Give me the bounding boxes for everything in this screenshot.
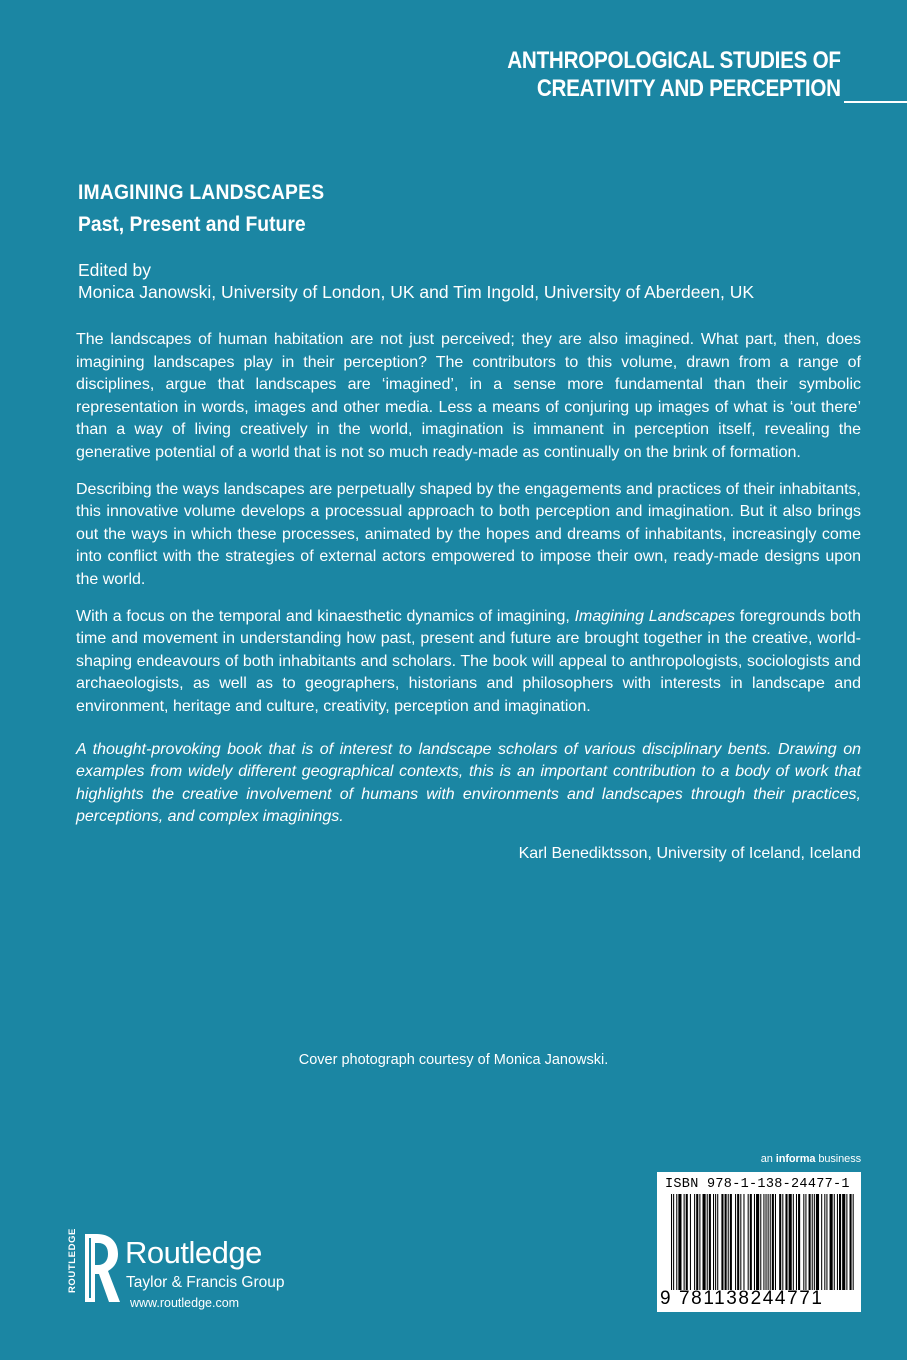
barcode-bar xyxy=(812,1194,813,1290)
blurb-paragraph-3 xyxy=(76,606,861,719)
barcode-bar xyxy=(779,1194,781,1290)
routledge-vertical-wordmark xyxy=(67,1228,81,1308)
barcode-bar xyxy=(839,1194,841,1290)
barcode-bar xyxy=(717,1194,718,1290)
barcode-bars xyxy=(671,1194,855,1290)
series-title-line-2: CREATIVITY AND PERCEPTION xyxy=(537,75,841,102)
review-quote: A thought-provoking book that is of interest to landscape scholars of various disciplinary bents. Drawing on examples from widely different geographical contexts, this is an important contribution to a body of work that highlights the creative involvement of humans with environments and landscapes through their practices, perceptions, and complex imaginings. xyxy=(76,740,861,826)
barcode-bar xyxy=(814,1194,815,1290)
barcode-bar xyxy=(853,1194,854,1290)
blurb xyxy=(76,329,861,879)
barcode-bar xyxy=(803,1194,804,1290)
book-title: IMAGINING LANDSCAPES xyxy=(78,181,325,204)
barcode-bar xyxy=(671,1194,672,1290)
publisher-url: www.routledge.com xyxy=(130,1296,240,1310)
publisher-group: Taylor & Francis Group xyxy=(126,1274,285,1291)
barcode-bar xyxy=(805,1194,806,1290)
series-title-line-1: ANTHROPOLOGICAL STUDIES OF xyxy=(507,47,841,74)
barcode-bar xyxy=(748,1194,749,1290)
barcode-bar xyxy=(676,1194,677,1290)
barcode-digit-first: 9 xyxy=(660,1288,671,1309)
barcode-bar xyxy=(826,1194,827,1290)
series-title-block xyxy=(453,47,841,103)
blurb-paragraph-2: Describing the ways landscapes are perpetually shaped by the engagements and practices of their inhabitants, this innovative volume develops a processual approach to both perception and imagination. But it also brings out the ways in which these processes, animated by the hopes and dreams of inhabitants, increasingly come into conflict with the strategies of external actors empowered to impose their own, ready-made designs upon the world. xyxy=(76,480,861,588)
cover-photo-credit: Cover photograph courtesy of Monica Janowski. xyxy=(298,1052,609,1068)
barcode-bar xyxy=(713,1194,714,1290)
isbn-label: ISBN 978-1-138-24477-1 xyxy=(665,1177,850,1192)
barcode-bar xyxy=(772,1194,774,1290)
blurb-paragraph-3-start: With a focus on the temporal and kinaesthetic dynamics of imagining, xyxy=(76,607,570,625)
barcode-bar xyxy=(728,1194,729,1290)
informa-tagline xyxy=(761,1153,861,1165)
barcode-bar xyxy=(842,1194,845,1290)
barcode-bar xyxy=(740,1194,741,1290)
barcode-bar xyxy=(789,1194,792,1290)
informa-prefix: an xyxy=(760,1153,773,1165)
series-rule xyxy=(844,101,907,103)
barcode-bar xyxy=(824,1194,825,1290)
barcode-bar xyxy=(696,1194,698,1290)
routledge-vertical-text: ROUTLEDGE xyxy=(67,1228,78,1294)
book-subtitle: Past, Present and Future xyxy=(78,213,306,236)
barcode-bar xyxy=(721,1194,723,1290)
blurb-paragraph-1: The landscapes of human habitation are not just perceived; they are also imagined. What part, then, does imagining landscapes play in their perception? The contributors to this volume, drawn from a range of disciplines, argue that landscapes are ‘imagined’, in a sense more fundamental than their symbolic representation in words, images and other media. Less a means of conjuring up images of what is ‘out there’ than a way of living creatively in the world, imagination is immanent in perception itself, revealing the generative potential of a world that is not so much ready-made as continually on the brink of formation. xyxy=(76,331,861,461)
barcode-bar xyxy=(850,1194,852,1290)
barcode-digits-rest: 781138244771 xyxy=(679,1288,824,1309)
editors-block xyxy=(78,259,868,303)
barcode-bar xyxy=(821,1194,822,1290)
barcode-bar xyxy=(793,1194,794,1290)
review-source: Karl Benediktsson, University of Iceland, Iceland xyxy=(518,844,861,862)
barcode-bar xyxy=(816,1194,819,1290)
barcode-bar xyxy=(686,1194,688,1290)
barcode-bar xyxy=(684,1194,685,1290)
barcode-bar xyxy=(690,1194,691,1290)
barcode-bar xyxy=(809,1194,811,1290)
barcode-bar xyxy=(763,1194,764,1290)
barcode-bar xyxy=(673,1194,674,1290)
barcode-bar xyxy=(709,1194,711,1290)
blurb-paragraph-3-end: foregrounds both time and movement in understanding how past, present and future are brought together in the creative, world-shaping endeavours of both inhabitants and scholars. The book will appeal to anthropologists, sociologists and archaeologists, as well as to geographers, historians and philosophers with interests in landscape and environment, heritage and culture, creativity, perception and imagination. xyxy=(76,607,862,715)
barcode-bar xyxy=(775,1194,776,1290)
routledge-r-icon xyxy=(81,1230,121,1306)
barcode-bar xyxy=(743,1194,744,1290)
isbn-barcode xyxy=(657,1172,861,1312)
barcode-bar xyxy=(699,1194,700,1290)
barcode-bar xyxy=(768,1194,769,1290)
barcode-bar xyxy=(735,1194,736,1290)
barcode-bar xyxy=(730,1194,732,1290)
barcode-bar xyxy=(756,1194,759,1290)
barcode-bar xyxy=(830,1194,833,1290)
barcode-bar xyxy=(754,1194,755,1290)
routledge-name: Routledge xyxy=(125,1235,262,1270)
book-title-italic: Imagining Landscapes xyxy=(574,607,735,625)
informa-suffix: business xyxy=(818,1153,861,1165)
editors-names: Monica Janowski, University of London, UK and Tim Ingold, University of Aberdeen, UK xyxy=(78,282,755,302)
barcode-bar xyxy=(678,1194,681,1290)
barcode-bar xyxy=(785,1194,787,1290)
barcode-bar xyxy=(798,1194,800,1290)
barcode-bar xyxy=(766,1194,767,1290)
barcode-bar xyxy=(707,1194,708,1290)
barcode-bar xyxy=(837,1194,838,1290)
barcode-bar xyxy=(737,1194,739,1290)
barcode-bar xyxy=(846,1194,847,1290)
edited-by-label: Edited by xyxy=(78,260,151,280)
barcode-bar xyxy=(694,1194,695,1290)
barcode-bar xyxy=(760,1194,761,1290)
barcode-bar xyxy=(796,1194,797,1290)
barcode-bar xyxy=(770,1194,771,1290)
informa-brand: informa xyxy=(775,1153,816,1165)
barcode-bar xyxy=(750,1194,752,1290)
barcode-bar xyxy=(782,1194,783,1290)
routledge-logo xyxy=(67,1228,327,1318)
barcode-bar xyxy=(725,1194,727,1290)
barcode-bar xyxy=(715,1194,716,1290)
barcode-bar xyxy=(834,1194,835,1290)
barcode-bar xyxy=(703,1194,706,1290)
